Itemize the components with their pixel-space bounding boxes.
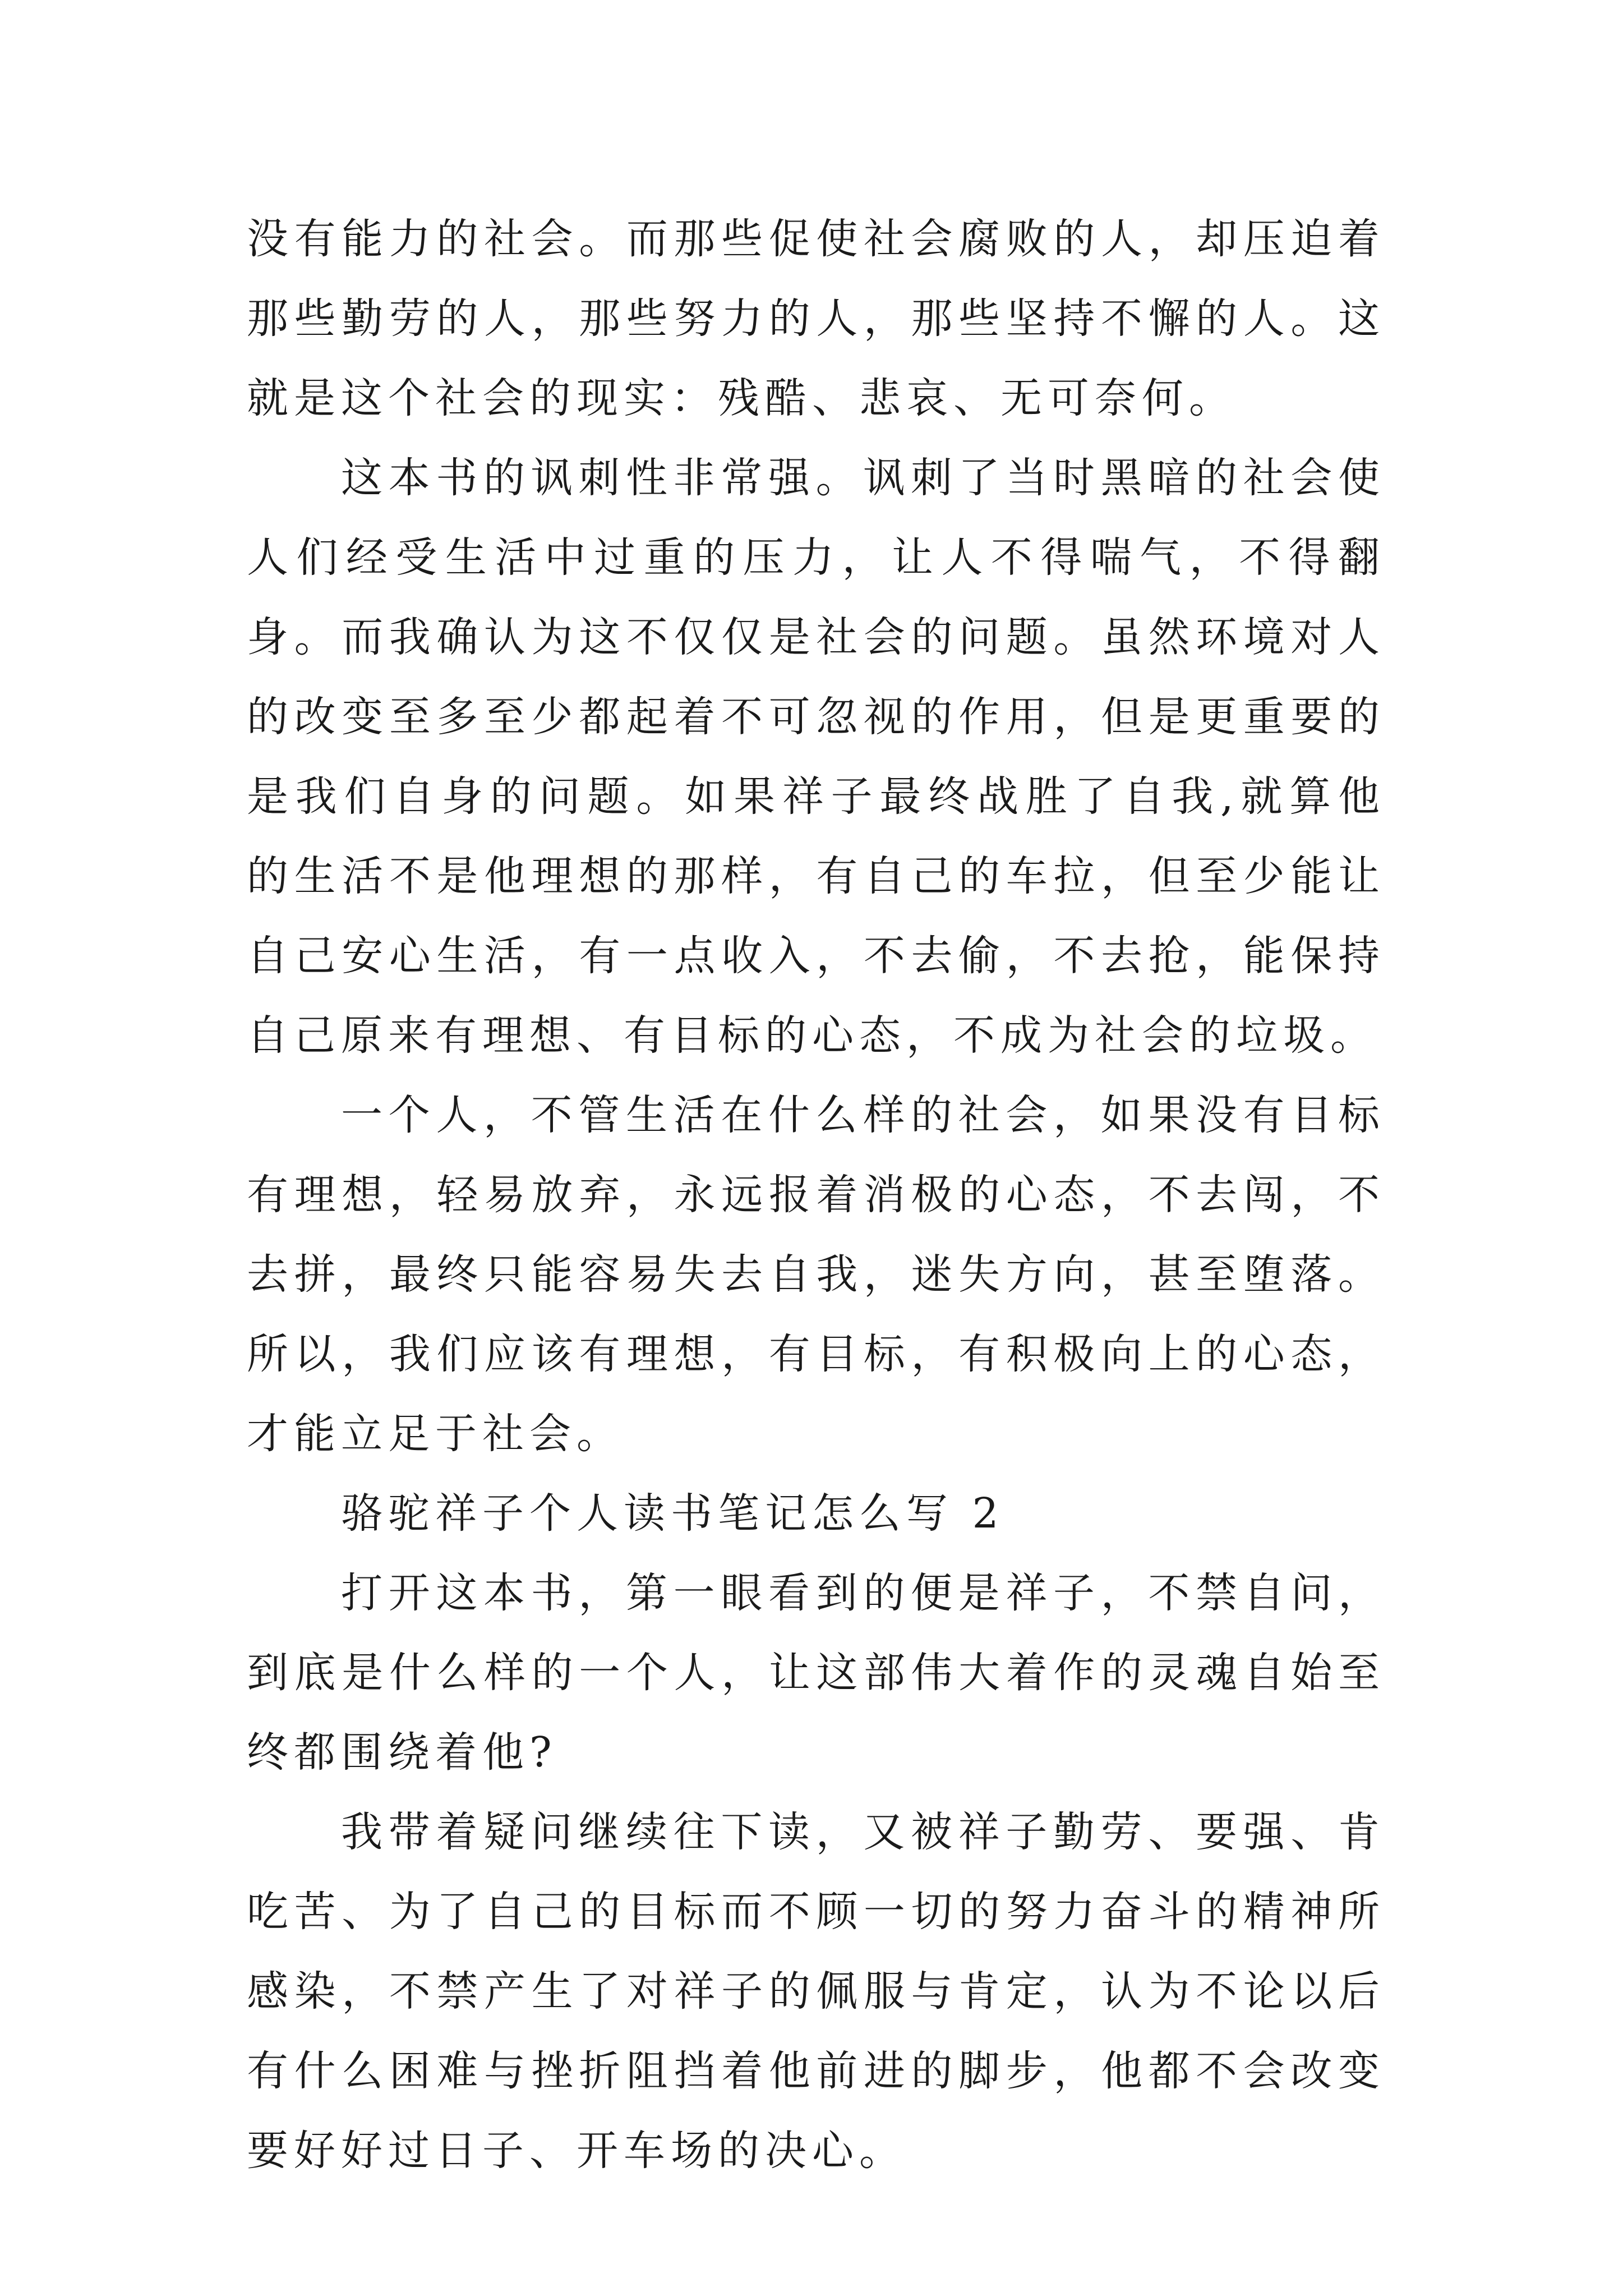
paragraph-4: 打开这本书，第一眼看到的便是祥子，不禁自问，到底是什么样的一个人，让这部伟大着作的灵魂自始至终都围绕着他? bbox=[247, 1569, 1385, 1777]
section-heading: 骆驼祥子个人读书笔记怎么写 2 bbox=[341, 1489, 1004, 1538]
document-body bbox=[247, 199, 1385, 2191]
paragraph-2: 这本书的讽刺性非常强。讽刺了当时黑暗的社会使人们经受生活中过重的压力，让人不得喘气，不得翻身。而我确认为这不仅仅是社会的问题。虽然环境对人的改变至多至少都起着不可忽视的作用，但是更重要的是我们自身的问题。如果祥子最终战胜了自我,就算他的生活不是他理想的那样，有自己的车拉，但至少能让自己安心生活，有一点收入，不去偷，不去抢，能保持自己原来有理想、有目标的心态，不成为社会的垃圾。 bbox=[247, 454, 1385, 1060]
paragraph-3: 一个人，不管生活在什么样的社会，如果没有目标有理想，轻易放弃，永远报着消极的心态，不去闯，不去拼，最终只能容易失去自我，迷失方向，甚至堕落。所以，我们应该有理想，有目标，有积极向上的心态，才能立足于社会。 bbox=[247, 1091, 1385, 1458]
paragraph-1: 没有能力的社会。而那些促使社会腐败的人，却压迫着那些勤劳的人，那些努力的人，那些坚持不懈的人。这就是这个社会的现实：残酷、悲哀、无可奈何。 bbox=[247, 215, 1385, 422]
paragraph-5: 我带着疑问继续往下读，又被祥子勤劳、要强、肯吃苦、为了自己的目标而不顾一切的努力奋斗的精神所感染，不禁产生了对祥子的佩服与肯定，认为不论以后有什么困难与挫折阻挡着他前进的脚步，他都不会改变要好好过日子、开车场的决心。 bbox=[247, 1808, 1385, 2175]
